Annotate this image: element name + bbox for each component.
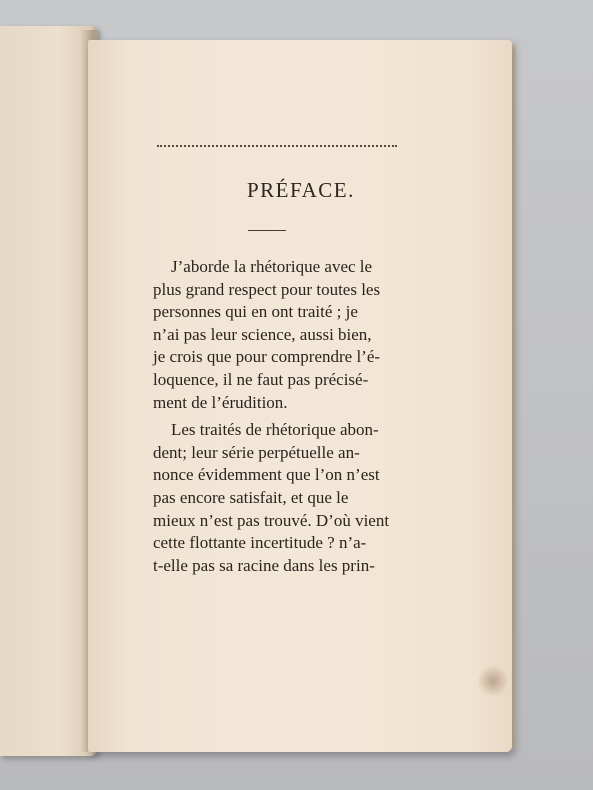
- dotted-head-rule: [157, 145, 397, 150]
- text-line: ment de l’érudition.: [153, 392, 288, 412]
- preface-text: [153, 256, 396, 577]
- text-line: je crois que pour comprendre l’é-: [153, 347, 381, 367]
- page-title: PRÉFACE.: [247, 178, 355, 202]
- text-line: n’ai pas leur science, aussi bien,: [153, 324, 372, 344]
- text-line: plus grand respect pour toutes les: [153, 279, 381, 299]
- text-line: Les traités de rhétorique abon-: [171, 420, 379, 440]
- text-line: mieux n’est pas trouvé. D’où vient: [153, 510, 390, 530]
- text-line: t-elle pas sa racine dans les prin-: [153, 555, 375, 575]
- text-line: loquence, il ne faut pas précisé-: [153, 369, 369, 389]
- text-line: nonce évidemment que l’on n’est: [153, 465, 380, 485]
- text-line: J’aborde la rhétorique avec le: [171, 257, 373, 276]
- foxing-stain: [478, 664, 508, 698]
- text-line: pas encore satisfait, et que le: [153, 487, 349, 507]
- text-line: personnes qui en ont traité ; je: [153, 302, 358, 322]
- text-line: dent; leur série perpétuelle an-: [153, 442, 360, 462]
- title-underline: [248, 230, 286, 231]
- text-line: cette flottante incertitude ? n’a-: [153, 533, 367, 553]
